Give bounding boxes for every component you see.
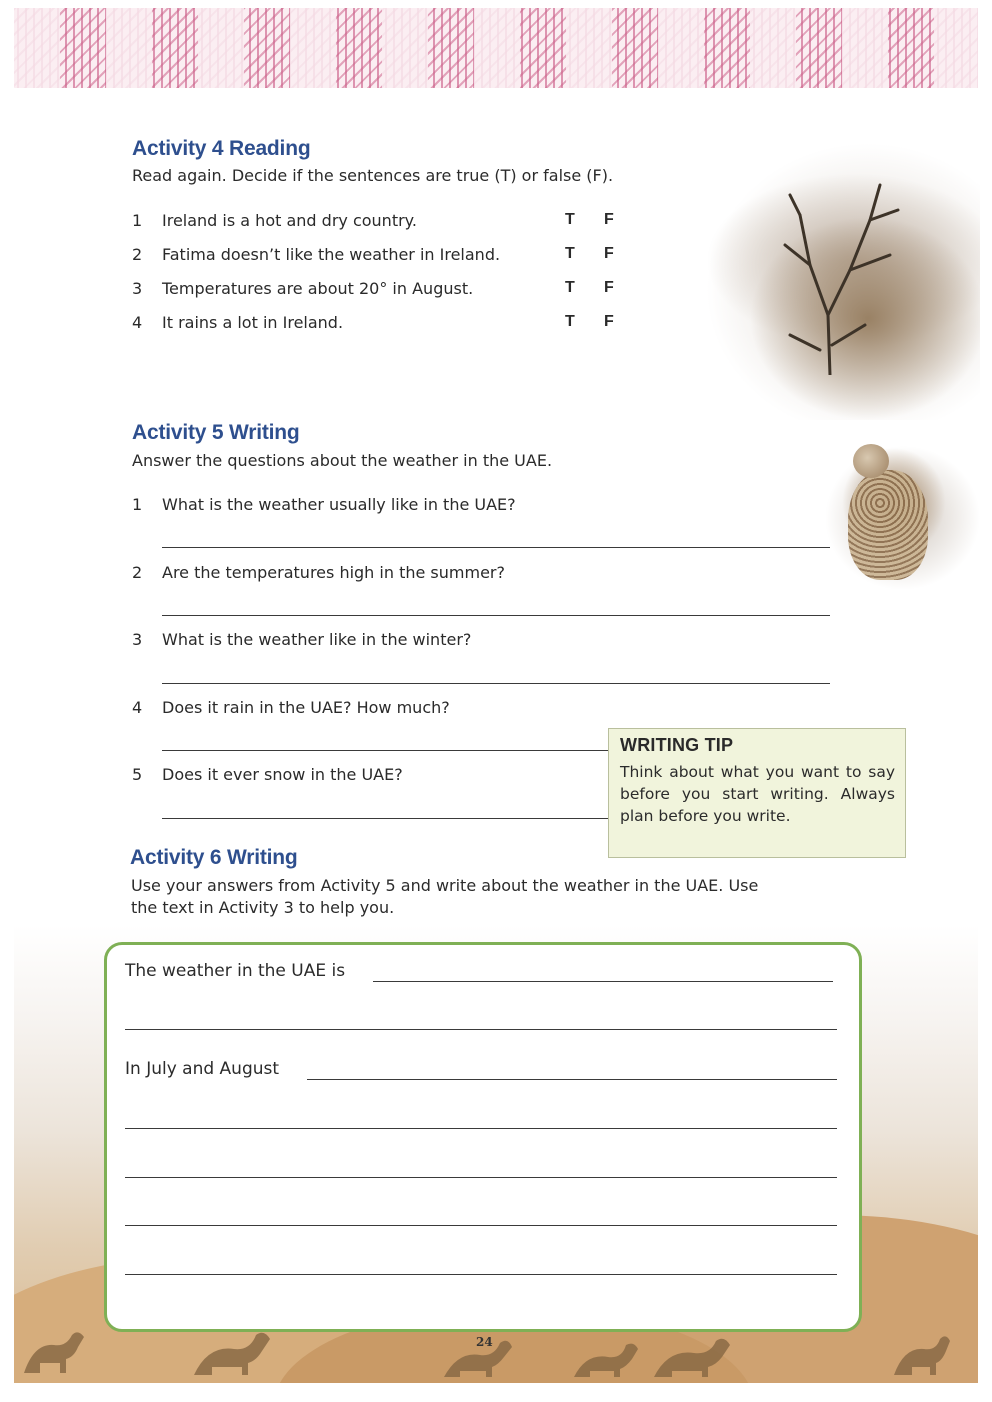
writing-line[interactable]	[125, 1128, 837, 1129]
activity6-instruction-line2: the text in Activity 3 to help you.	[131, 898, 395, 917]
activity5-instruction: Answer the questions about the weather in the UAE.	[132, 451, 553, 470]
activity6-title: Activity 6 Writing	[130, 846, 298, 869]
writing-line[interactable]	[125, 1225, 837, 1226]
question-number: 2	[132, 563, 143, 582]
false-option[interactable]: F	[604, 313, 614, 330]
header-pattern-band	[14, 8, 978, 88]
item-text: Ireland is a hot and dry country.	[162, 211, 417, 230]
true-option[interactable]: T	[565, 211, 575, 228]
question-text: What is the weather usually like in the UAE?	[162, 495, 516, 514]
writing-line[interactable]	[373, 981, 833, 982]
page-number: 24	[476, 1335, 493, 1349]
activity4-item	[132, 211, 632, 235]
item-number: 2	[132, 245, 143, 264]
activity4-item	[132, 245, 632, 269]
question-number: 1	[132, 495, 143, 514]
writing-line[interactable]	[125, 1274, 837, 1275]
question-text: Does it ever snow in the UAE?	[162, 765, 403, 784]
item-number: 1	[132, 211, 143, 230]
true-option[interactable]: T	[565, 313, 575, 330]
answer-line-3[interactable]	[162, 683, 830, 684]
answer-line-2[interactable]	[162, 615, 830, 616]
question-text: Are the temperatures high in the summer?	[162, 563, 505, 582]
writing-line[interactable]	[125, 1177, 837, 1178]
item-number: 4	[132, 313, 143, 332]
writing-line[interactable]	[307, 1079, 837, 1080]
activity4-item	[132, 313, 632, 337]
true-option[interactable]: T	[565, 279, 575, 296]
answer-line-1[interactable]	[162, 547, 830, 548]
writing-line[interactable]	[125, 1029, 837, 1030]
falcon-photo	[808, 430, 980, 590]
question-number: 3	[132, 630, 143, 649]
falcon-body	[848, 470, 928, 580]
activity4-item	[132, 279, 632, 303]
desert-tree-photo	[700, 130, 980, 420]
writing-tip-box	[608, 728, 906, 858]
answer-line-5[interactable]	[162, 818, 608, 819]
item-number: 3	[132, 279, 143, 298]
writing-answer-box[interactable]	[104, 942, 862, 1332]
dead-tree-icon	[770, 175, 910, 375]
item-text: It rains a lot in Ireland.	[162, 313, 344, 332]
question-text: Does it rain in the UAE? How much?	[162, 698, 450, 717]
activity6-instruction-line1: Use your answers from Activity 5 and write about the weather in the UAE. Use	[131, 876, 759, 895]
item-text: Fatima doesn’t like the weather in Ireland.	[162, 245, 501, 264]
question-number: 4	[132, 698, 143, 717]
false-option[interactable]: F	[604, 245, 614, 262]
answer-line-4[interactable]	[162, 750, 608, 751]
question-text: What is the weather like in the winter?	[162, 630, 472, 649]
writing-prompt-2: In July and August	[125, 1059, 280, 1079]
falcon-head	[853, 444, 889, 478]
activity4-instruction: Read again. Decide if the sentences are true (T) or false (F).	[132, 166, 614, 185]
true-option[interactable]: T	[565, 245, 575, 262]
activity4-title: Activity 4 Reading	[132, 137, 311, 160]
writing-prompt-1: The weather in the UAE is	[125, 961, 346, 981]
question-number: 5	[132, 765, 143, 784]
item-text: Temperatures are about 20° in August.	[162, 279, 474, 298]
writing-tip-title: WRITING TIP	[620, 735, 734, 755]
false-option[interactable]: F	[604, 279, 614, 296]
writing-tip-text: Think about what you want to say before you start writing. Always plan before you write.	[620, 763, 895, 825]
activity5-title: Activity 5 Writing	[132, 421, 300, 444]
false-option[interactable]: F	[604, 211, 614, 228]
